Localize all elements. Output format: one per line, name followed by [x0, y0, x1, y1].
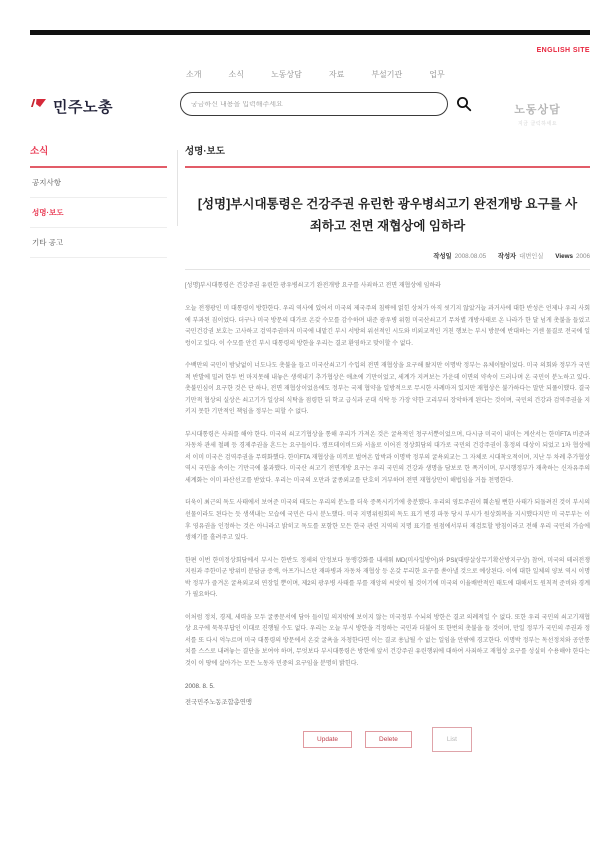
statement-signature: 전국민주노동조합총연맹	[185, 699, 252, 707]
counsel-subtitle: 지금 클릭하세요	[517, 121, 558, 127]
english-site-link[interactable]: ENGLISH SITE	[536, 47, 590, 54]
nav-item-resources[interactable]: 자료	[328, 70, 345, 79]
meta-views-value: 2006	[575, 252, 590, 260]
body-paragraph: 더욱이 최근의 독도 사태에서 보여준 미국의 태도는 우리의 분노를 더욱 증폭시키기에 충분했다. 우리의 영토주권이 훼손될 뻔한 사태가 되돌려진 것이 부시의 선물이라도 된다는 듯 생색내는 모습에 국민은 다시 분노했다. 미국 지명위원회의 독도 표기 변경 파동 당시 부시가 원상회복을 지시했다지만 미 국무부는 이후 영유권을 인정하는 것은 아니라고 밝히고 독도를 포함한 모든 한국 관련 지역의 지명 표기를 원점에서부터 재검토할 방침이라고 전해 우리 국민의 가슴에 생채기를 흘려주고 있다.	[185, 500, 590, 542]
nav-item-labor-counsel[interactable]: 노동상담	[270, 70, 302, 79]
site-header	[30, 67, 590, 127]
site-logo[interactable]	[30, 67, 180, 127]
section-title: 성명·보도	[185, 143, 590, 168]
meta-views-label: Views	[555, 252, 573, 260]
nav-item-work[interactable]: 업무	[429, 70, 445, 79]
nav-item-about[interactable]: 소개	[186, 70, 202, 79]
sidebar	[30, 143, 167, 752]
body-divider	[185, 269, 590, 270]
body-paragraph: 부시대통령은 사죄를 해야 한다. 미국의 쇠고기협상을 통해 우리가 가져온 것은 굴욕적인 청구서뿐이었으며, 다시금 미국이 내미는 계산서는 한미FTA 비준과 자동차 관세 철폐 등 경제주권을 흔드는 요구들이다. 캠프데이비드와 서울로 이어진 정상회담의 대가로 국민의 건강주권이 흥정의 대상이 되었고 1차 협상에서 이미 미국은 검역주권을 무력화했다. 한미FTA 재협상을 미끼로 벌여온 압박과 이명박 정부의 굴욕외교는 그 자체로 시대착오적이며, 지난 두 차례 추가협상 역시 국민을 속이는 기만극에 불과했다. 미국산 쇠고기 전면개방 요구는 우리 국민의 건강과 생명을 담보로 한 폭거이며, 부시행정부가 재촉하는 신자유주의 세계화는 이미 파산선고를 받았다. 우리는 미국의 오만과 굴종외교를 단호히 거부하며 전면 재협상만이 해법임을 거듭 천명한다.	[185, 431, 590, 484]
sidebar-main-divider	[177, 150, 178, 226]
post-title: [성명]부시대통령은 건강주권 유린한 광우병쇠고기 완전개방 요구를 사죄하고 전면 재협상에 임하라	[197, 197, 578, 233]
sidebar-item-statements[interactable]: 성명·보도	[30, 198, 167, 228]
nav-item-affiliates[interactable]: 부설기관	[371, 70, 403, 79]
counsel-banner[interactable]	[485, 67, 590, 127]
body-paragraph: 수백만의 국민이 밤낮없이 너도나도 촛불을 들고 미국산쇠고기 수입의 전면 재협상을 요구해 왔지만 이명박 정부는 유체이탈이었다. 미국 의회와 정부가 국민적 반발에 밀려 한두 번 마지못해 내놓은 생색내기 추가협상은 애초에 기만이었고, 세계가 지켜보는 가운데 이면의 약속이 드러나며 온 국민이 분노하고 있다. 촛불민심이 요구한 것은 단 하나, 전면 재협상이었음에도 정부는 국제 협약을 일방적으로 무시한 사례마저 있지만 재협상은 불가하다는 말만 되풀이했다. 결국 기만적 협상의 실상은 쇠고기가 일상의 식탁을 점령한 뒤 학교 급식과 군대 식탁 등 가장 약한 고리부터 장악하게 된다는 것이며, 국민의 건강과 검역주권을 지키지 못한 기만적인 책임을 정부는 피할 수 없다.	[185, 363, 590, 416]
main-nav	[180, 67, 485, 80]
logo-text: 민주노총	[53, 98, 113, 116]
nav-item-news[interactable]: 소식	[228, 70, 244, 79]
counsel-title: 노동상담	[514, 104, 561, 116]
update-button[interactable]: Update	[303, 731, 352, 748]
body-paragraph: 오늘 전쟁광인 미 대통령이 방한한다. 우리 역사에 있어서 미국의 제국주의 침략에 얽힌 상처가 아직 씻기지 않았거늘 과거사에 대한 반성은 언제나 우리 사회에 부과된 짐이었다. 더구나 미국 방문의 대가로 온갖 수모를 감수하며 내준 광우병 위험 미국산쇠고기 무차별 개방사태로 온 나라가 한 달 넘게 촛불을 들었고 국민건강권 보호는 고사하고 검역주권마저 미국에 내맡긴 부시 서방의 위선적인 시도와 비외교적인 거친 행보는 부시 방문에 반대하는 거센 물결로 전국에 일렁이고 있다. 이 수모를 안긴 부시 대통령의 방한을 우리는 결코 환영하고 맞이할 수 없다.	[185, 306, 590, 347]
search-box	[180, 92, 448, 116]
body-intro-line: [성명]부시대통령은 건강주권 유린한 광우병쇠고기 완전개방 요구를 사죄하고 전면 재협상에 임하라	[185, 282, 441, 289]
meta-date-value: 2008.08.05	[454, 252, 487, 260]
main-content	[185, 143, 590, 752]
statement-date: 2008. 8. 5.	[185, 683, 215, 691]
search-input[interactable]	[191, 101, 437, 108]
body-paragraph: 이처럼 정치, 경제, 세력을 모두 굴종문서에 담아 들이밀 의지밖에 보이지 않는 미국정부 수뇌의 방한은 결코 의례적일 수 없다. 또한 우리 국민의 쇠고기재협상 요구에 묵묵부답인 이대로 진행될 수도 없다. 우리는 오늘 부시 방한을 걱정하는 국민과 더불어 또 한번의 촛불을 들 것이며, 만일 정부가 국민의 주권과 정서를 또 다시 억누르며 미국 대통령의 방문에서 온갖 굴욕을 자청한다면 이는 결코 용납될 수 없는 일임을 안팎에 경고한다. 이명박 정부는 독선정치와 공안통치를 스스로 내려놓는 결단을 보여야 하며, 무엇보다 부시대통령은 방한에 앞서 건강주권 유린행위에 대하여 사죄하고 재협상 요구를 성실히 수용해야 한다는 것이 이 땅에 살아가는 모든 노동자 민중의 요구임을 분명히 밝힌다.	[185, 614, 590, 667]
sidebar-title: 소식	[30, 143, 167, 168]
logo-icon	[30, 98, 48, 115]
list-button[interactable]: List	[432, 727, 472, 752]
sidebar-item-notice[interactable]: 공지사항	[30, 168, 167, 198]
post-body	[185, 281, 590, 710]
meta-date-label: 작성일	[433, 252, 452, 260]
delete-button[interactable]: Delete	[365, 731, 412, 748]
sidebar-item-other-notices[interactable]: 기타 공고	[30, 228, 167, 258]
body-paragraph: 한편 이번 한미정상회담에서 부시는 한반도 정세의 안정보다 동맹강화를 내세워 MD(미사일방어)와 PSI(대량살상무기확산방지구상) 참여, 미국의 테러전쟁 지원과 주한미군 방위비 분담금 증액, 아프가니스탄 재파병과 자동차 재협상 등 온갖 무리한 요구를 쏟아낼 것으로 예상된다. 이에 대한 일체의 양보 역시 이명박 정부가 즐겨온 굴욕외교의 연장일 뿐이며, 제2의 광우병 사태를 부를 재앙의 씨앗이 될 것이기에 미국의 이율배반적인 태도에 대해서도 원칙적 준비와 경계가 필요하다.	[185, 557, 590, 599]
meta-author-label: 작성자	[497, 252, 517, 260]
meta-author-value: 대변인실	[519, 252, 544, 260]
post-meta	[185, 251, 590, 260]
search-icon[interactable]	[456, 96, 472, 112]
post-actions	[185, 727, 590, 752]
